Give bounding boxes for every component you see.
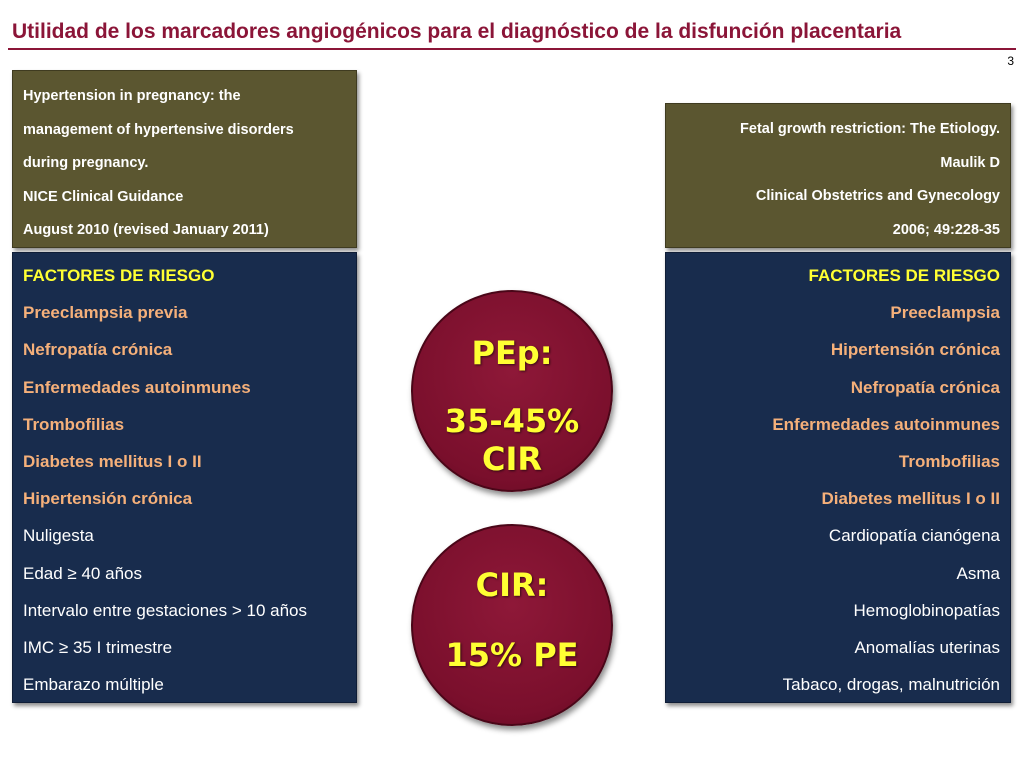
left-major-factor: Trombofilias <box>23 414 125 434</box>
pep-circle <box>411 290 613 492</box>
right-major-factor: Hipertensión crónica <box>830 340 1000 360</box>
right-major-factor: Diabetes mellitus I o II <box>821 489 1000 509</box>
left-reference-line: NICE Clinical Guidance <box>23 188 184 205</box>
right-minor-factor: Cardiopatía cianógena <box>828 526 1000 546</box>
left-minor-factor: Intervalo entre gestaciones > 10 años <box>23 600 307 620</box>
right-reference-line: 2006; 49:228-35 <box>892 221 1000 238</box>
pep-circle-label: PEp: <box>471 334 553 372</box>
left-risk-heading: FACTORES DE RIESGO <box>23 266 215 285</box>
left-minor-factor: IMC ≥ 35 I trimestre <box>23 637 173 657</box>
left-reference-line: Hypertension in pregnancy: the <box>23 88 241 104</box>
left-major-factor: Hipertensión crónica <box>23 489 193 509</box>
right-risk-heading: FACTORES DE RIESGO <box>808 266 1000 285</box>
cir-circle <box>411 524 613 726</box>
right-minor-factor: Asma <box>956 563 1000 583</box>
right-minor-factor: Tabaco, drogas, malnutrición <box>782 675 1000 695</box>
left-minor-factor: Nuligesta <box>23 526 94 546</box>
left-reference-line: during pregnancy. <box>23 155 149 171</box>
right-major-factor: Trombofilias <box>898 451 1000 471</box>
left-minor-factor: Embarazo múltiple <box>23 675 164 695</box>
left-major-factor: Nefropatía crónica <box>23 340 173 360</box>
left-major-factor: Preeclampsia previa <box>23 303 188 323</box>
right-reference-line: Clinical Obstetrics and Gynecology <box>755 188 1000 204</box>
pep-circle-value: 35-45% CIR <box>444 402 580 478</box>
left-reference-box <box>12 70 357 248</box>
right-major-factor: Preeclampsia <box>890 303 1000 323</box>
left-major-factor: Diabetes mellitus I o II <box>23 451 202 471</box>
right-reference-box <box>665 103 1011 248</box>
right-reference-line: Maulik D <box>940 154 1000 171</box>
left-reference-line: August 2010 (revised January 2011) <box>23 222 269 238</box>
right-risk-factors-box <box>665 252 1011 703</box>
right-reference-line: Fetal growth restriction: The Etiology. <box>740 121 1000 137</box>
right-minor-factor: Anomalías uterinas <box>854 637 1000 657</box>
title-divider <box>8 48 1016 50</box>
slide-title: Utilidad de los marcadores angiogénicos para el diagnóstico de la disfunción placentaria <box>12 20 902 43</box>
cir-circle-value: 15% PE <box>445 636 579 674</box>
left-risk-factors-box <box>12 252 357 703</box>
right-major-factor: Nefropatía crónica <box>850 377 1000 397</box>
cir-circle-label: CIR: <box>475 566 549 604</box>
right-major-factor: Enfermedades autoinmunes <box>772 414 1000 434</box>
left-minor-factor: Edad ≥ 40 años <box>23 563 142 583</box>
right-minor-factor: Hemoglobinopatías <box>853 600 1000 620</box>
left-major-factor: Enfermedades autoinmunes <box>23 377 251 397</box>
left-reference-line: management of hypertensive disorders <box>23 121 294 138</box>
page-number: 3 <box>1007 54 1014 68</box>
